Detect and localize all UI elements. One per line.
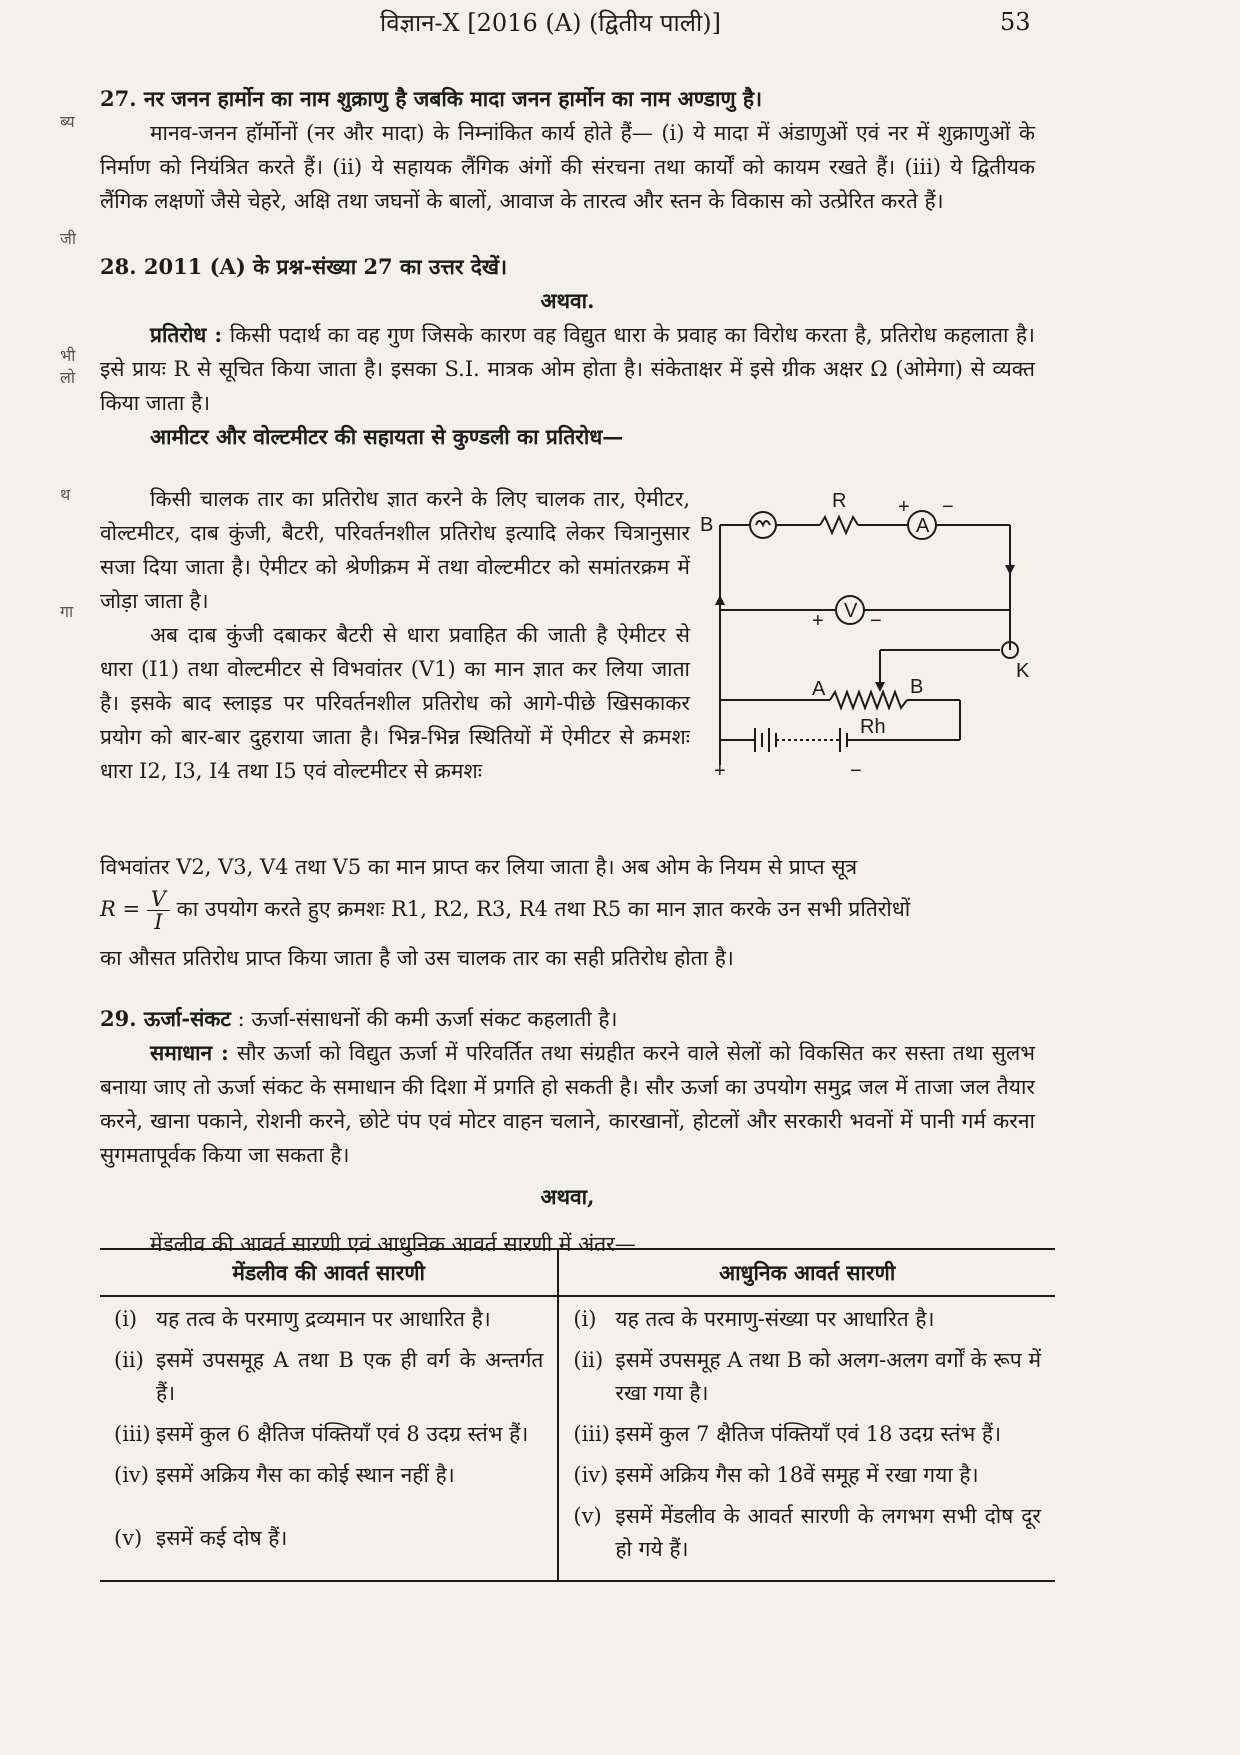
energy-crisis-line xyxy=(100,1002,1035,1036)
running-header: विज्ञान-X [2016 (A) (द्वितीय पाली)] xyxy=(380,9,721,37)
list-item xyxy=(114,1418,543,1451)
resistor-icon xyxy=(820,517,858,533)
voltmeter-symbol: V xyxy=(844,600,858,622)
bulb-label: B xyxy=(700,514,714,536)
item-number: (i) xyxy=(114,1307,138,1331)
battery-plus: + xyxy=(714,760,726,782)
solution-para xyxy=(100,1036,1035,1172)
margin-note: गा xyxy=(60,602,74,621)
item-text: इसमें उपसमूह A तथा B को अलग-अलग वर्गों के रूप में रखा गया है। xyxy=(615,1348,1041,1405)
item-number: (iv) xyxy=(114,1463,149,1487)
ammeter-symbol: A xyxy=(916,515,930,537)
modern-column xyxy=(558,1296,1055,1581)
section-heading: आमीटर और वोल्टमीटर की सहायता से कुण्डली का प्रतिरोध— xyxy=(150,424,624,449)
procedure-para-5: का औसत प्रतिरोध प्राप्त किया जाता है जो उस चालक तार का सही प्रतिरोध होता है। xyxy=(100,946,734,970)
answer-27-line: 27. नर जनन हार्मोन का नाम शुक्राणु है जबकि मादा जनन हार्मोन का नाम अण्डाणु है। xyxy=(100,86,763,111)
or-divider: अथवा, xyxy=(540,1184,595,1209)
item-text: इसमें कुल 7 क्षैतिज पंक्तियाँ एवं 18 उदग्र स्तंभ हैं। xyxy=(615,1422,1002,1446)
item-number: (v) xyxy=(114,1526,143,1550)
mendeleev-column xyxy=(100,1296,558,1581)
solution-term: समाधान : xyxy=(150,1040,229,1065)
rheostat-end-b: B xyxy=(910,676,924,698)
resistance-definition xyxy=(100,318,1035,420)
item-text: इसमें अक्रिय गैस को 18वें समूह में रखा गया है। xyxy=(615,1463,979,1487)
procedure-continued xyxy=(100,850,1035,975)
solution-text: सौर ऊर्जा को विद्युत ऊर्जा में परिवर्तित तथा संग्रहीत करने वाले सेलों को विकसित कर सस्ता तथा सुलभ बनाया जाए तो ऊर्जा संकट के समाधान की दिशा में प्रगति हो सकती है। सौर ऊर्जा का उपयोग समुद्र जल में ताजा जल तैयार करने, खाना पकाने, रोशनी करने, छोटे पंप एवं मोटर वाहन चलाने, कारखानों, होटलों और सरकारी भवनों में पानी गर्म करना सुगमतापूर्वक किया जा सकता है। xyxy=(100,1041,1035,1167)
page-number: 53 xyxy=(1000,8,1031,36)
item-text: इसमें कुल 6 क्षैतिज पंक्तियाँ एवं 8 उदग्र स्तंभ हैं। xyxy=(156,1422,529,1446)
circuit-diagram xyxy=(700,485,1030,785)
item-text: इसमें कई दोष हैं। xyxy=(156,1526,288,1550)
item-text: इसमें उपसमूह A तथा B एक ही वर्ग के अन्तर्गत हैं। xyxy=(156,1348,544,1405)
margin-note: जी xyxy=(60,229,77,248)
list-item xyxy=(573,1344,1041,1410)
formula-line xyxy=(100,888,1035,933)
arrow-down-icon xyxy=(1005,565,1015,575)
item-text: इसमें अक्रिय गैस का कोई स्थान नहीं है। xyxy=(156,1463,455,1487)
voltmeter-minus: − xyxy=(870,610,882,632)
energy-crisis-term: 29. ऊर्जा-संकट xyxy=(100,1006,231,1031)
margin-note: भी लो xyxy=(60,346,76,387)
answer-27-para: मानव-जनन हॉर्मोनों (नर और मादा) के निम्नांकित कार्य होते हैं— (i) ये मादा में अंडाणुओं एवं नर में शुक्राणुओं के निर्माण को नियंत्रित करते हैं। (ii) ये सहायक लैंगिक अंगों की संरचना तथा कार्यों को कायम रखते हैं। (iii) ये द्वितीयक लैंगिक लक्षणों जैसे चेहरे, अक्षि तथा जघनों के बालों, आवाज के तारत्व और स्तन के विकास को उत्प्रेरित करते हैं। xyxy=(100,121,1035,213)
item-text: इसमें मेंडलीव के आवर्त सारणी के लगभग सभी दोष दूर हो गये हैं। xyxy=(615,1504,1041,1561)
definition-text: किसी पदार्थ का वह गुण जिसके कारण वह विद्युत धारा के प्रवाह का विरोध करता है, प्रतिरोध कहलाता है। इसे प्रायः R से सूचित किया जाता है। इसका S.I. मात्रक ओम होता है। संकेताक्षर में इसे ग्रीक अक्षर Ω (ओमेगा) से व्यक्त किया जाता है। xyxy=(100,323,1035,415)
list-item xyxy=(114,1303,543,1336)
list-item xyxy=(114,1344,543,1410)
item-number: (ii) xyxy=(573,1348,604,1372)
item-number: (ii) xyxy=(114,1348,144,1372)
answer-28 xyxy=(100,250,1035,454)
answer-27 xyxy=(100,82,1035,218)
resistor-label: R xyxy=(832,490,847,512)
definition-term: प्रतिरोध : xyxy=(150,322,223,347)
or-divider: अथवा. xyxy=(540,288,595,313)
margin-notes xyxy=(60,110,90,717)
procedure-para-4: का उपयोग करते हुए क्रमशः R1, R2, R3, R4 तथा R5 का मान ज्ञात करके उन सभी प्रतिरोधों xyxy=(176,897,911,921)
table-header-row xyxy=(100,1249,1055,1296)
item-number: (i) xyxy=(573,1307,597,1331)
key-label: K xyxy=(1016,660,1030,682)
battery-minus: − xyxy=(850,760,862,782)
procedure-para-2: अब दाब कुंजी दबाकर बैटरी से धारा प्रवाहित की जाती है ऐमीटर से धारा (I1) तथा वोल्टमीटर से विभवांतर (V1) का मान ज्ञात कर लिया जाता है। इसके बाद स्लाइड पर परिवर्तनशील प्रतिरोध को आगे-पीछे खिसकाकर प्रयोग को बार-बार दुहराया जाता है। भिन्न-भिन्न स्थितियों में ऐमीटर से क्रमशः धारा I2, I3, I4 तथा I5 एवं वोल्टमीटर से क्रमशः xyxy=(100,623,690,783)
item-number: (iv) xyxy=(573,1463,609,1487)
arrow-up-icon xyxy=(715,595,725,605)
energy-crisis-text: : ऊर्जा-संसाधनों की कमी ऊर्जा संकट कहलाती है। xyxy=(237,1007,618,1031)
item-text: यह तत्व के परमाणु द्रव्यमान पर आधारित है। xyxy=(156,1307,491,1331)
rheostat-label: Rh xyxy=(860,716,886,738)
ammeter-plus: + xyxy=(898,496,910,518)
procedure-para-3: विभवांतर V2, V3, V4 तथा V5 का मान प्राप्त कर लिया जाता है। अब ओम के नियम से प्राप्त सूत्र xyxy=(100,855,858,879)
comparison-table xyxy=(100,1248,1055,1582)
voltmeter-plus: + xyxy=(812,610,824,632)
formula-denominator: I xyxy=(154,910,163,934)
margin-note: ब्य xyxy=(60,112,75,131)
rheostat-end-a: A xyxy=(812,678,826,700)
table-title: मेंडलीव की आवर्त सारणी एवं आधुनिक आवर्त सारणी में अंतर— xyxy=(150,1232,636,1256)
table-row xyxy=(100,1296,1055,1581)
column-header: मेंडलीव की आवर्त सारणी xyxy=(100,1249,558,1296)
bulb-filament-icon xyxy=(756,521,770,525)
ammeter-minus: − xyxy=(942,496,954,518)
item-text: यह तत्व के परमाणु-संख्या पर आधारित है। xyxy=(615,1307,935,1331)
procedure-para-1: किसी चालक तार का प्रतिरोध ज्ञात करने के लिए चालक तार, ऐमीटर, वोल्टमीटर, दाब कुंजी, बैटरी, परिवर्तनशील प्रतिरोध इत्यादि लेकर चित्रानुसार सजा दिया जाता है। ऐमीटर को श्रेणीक्रम में तथा वोल्टमीटर को समांतरक्रम में जोड़ा जाता है। xyxy=(100,487,690,613)
formula-fraction xyxy=(147,888,170,933)
procedure-text xyxy=(100,482,690,788)
column-header: आधुनिक आवर्त सारणी xyxy=(558,1249,1055,1296)
item-number: (iii) xyxy=(114,1422,151,1446)
list-item xyxy=(114,1522,543,1555)
list-item xyxy=(114,1459,543,1492)
formula-lhs: R = xyxy=(100,897,141,921)
list-item xyxy=(573,1459,1041,1492)
formula-numerator: V xyxy=(147,888,170,911)
item-number: (v) xyxy=(573,1504,602,1528)
list-item xyxy=(573,1418,1041,1451)
answer-29 xyxy=(100,1002,1035,1214)
list-item xyxy=(573,1500,1041,1566)
item-number: (iii) xyxy=(573,1422,610,1446)
rheostat-icon xyxy=(830,692,907,708)
answer-28-line: 28. 2011 (A) के प्रश्न-संख्या 27 का उत्तर देखें। xyxy=(100,254,508,279)
list-item xyxy=(573,1303,1041,1336)
margin-note: थ xyxy=(60,485,71,504)
